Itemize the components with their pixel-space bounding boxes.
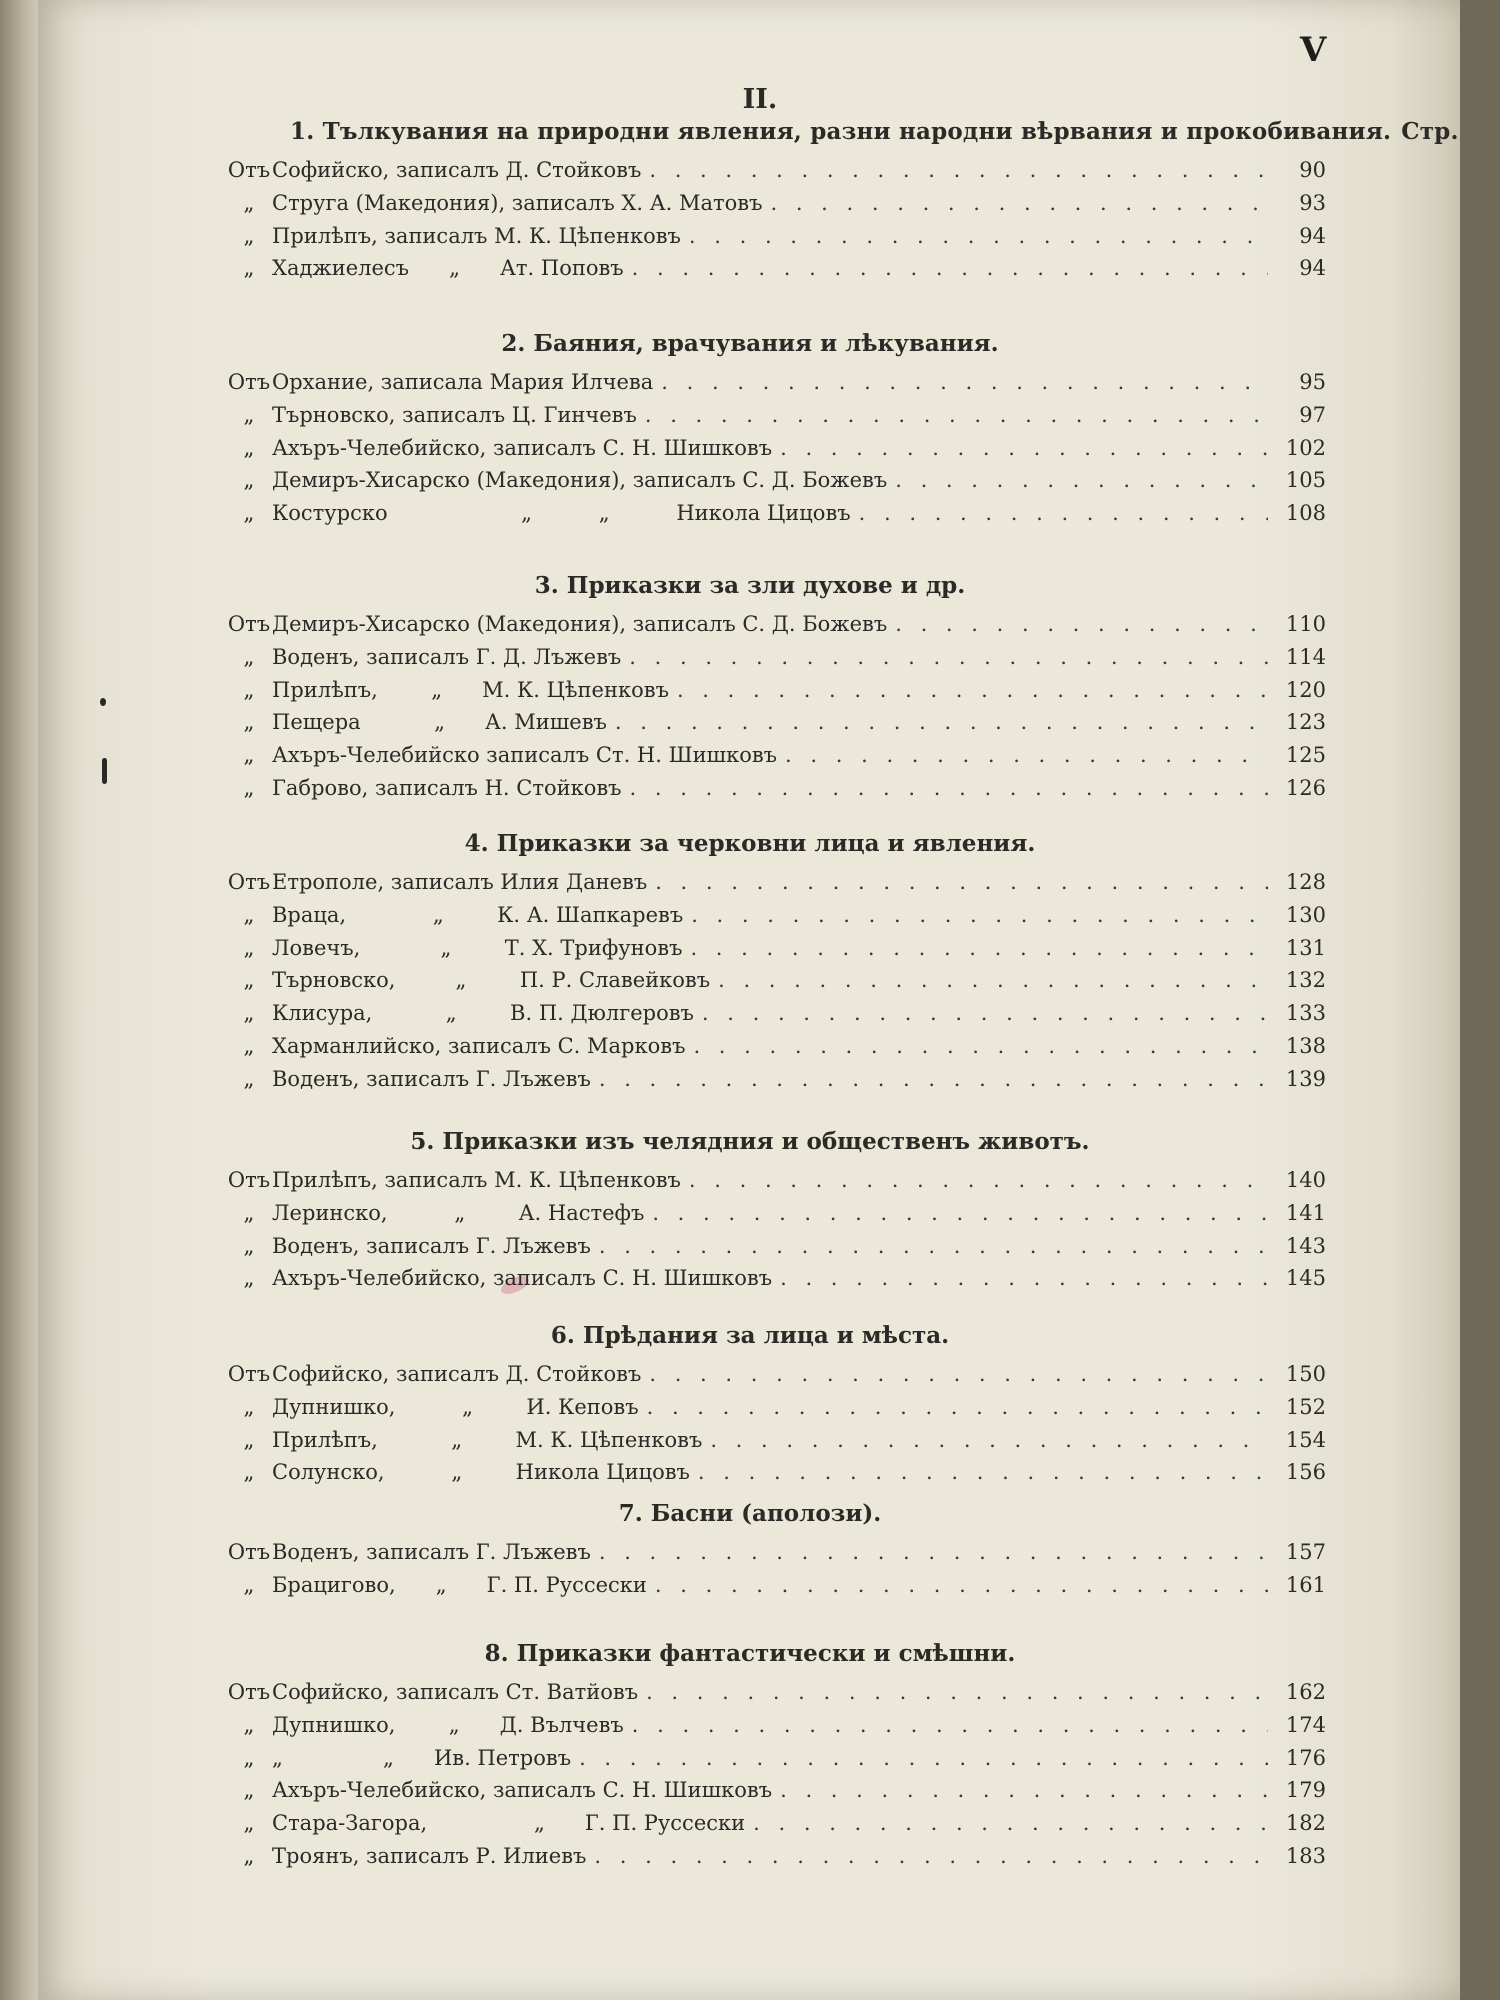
entry-page-number: 182 xyxy=(1285,1811,1326,1836)
entry-page-number: 152 xyxy=(1285,1394,1326,1419)
entry-prefix: „ xyxy=(243,468,255,493)
entry-text: Прилѣпъ, записалъ М. К. Цѣпенковъ xyxy=(272,1168,681,1192)
section-title: 3. Приказки за зли духове и др. xyxy=(534,572,966,599)
toc-entry xyxy=(226,903,1326,935)
toc-entry xyxy=(226,501,1326,533)
entry-prefix: „ xyxy=(243,1427,255,1452)
entry-text: Стара-Загора, „ Г. П. Руссески xyxy=(272,1811,746,1836)
entry-page-number: 102 xyxy=(1285,435,1326,460)
toc-entry xyxy=(226,1713,1326,1745)
dot-leader xyxy=(632,256,1268,280)
toc-entry xyxy=(226,1428,1326,1460)
entry-page-number: 114 xyxy=(1285,644,1326,669)
entry-prefix: „ xyxy=(243,1844,255,1868)
section-title: 8. Приказки фантастически и смѣшни. xyxy=(484,1640,1016,1667)
toc-entry xyxy=(226,1362,1326,1394)
dot-leader xyxy=(599,1540,1268,1564)
entry-page-number: 161 xyxy=(1285,1572,1326,1597)
dot-leader xyxy=(689,1168,1268,1192)
entry-prefix: „ xyxy=(243,1066,255,1091)
entry-prefix: „ xyxy=(243,644,255,669)
page-folio: V xyxy=(1300,30,1327,70)
entry-prefix: „ xyxy=(243,256,255,281)
toc-entry xyxy=(226,1201,1326,1233)
entry-page-number: 139 xyxy=(1285,1066,1326,1091)
dot-leader xyxy=(780,1266,1268,1290)
toc-entry xyxy=(226,743,1326,775)
entry-page-number: 150 xyxy=(1285,1362,1326,1386)
entry-text: Прилѣпъ, „ М. К. Цѣпенковъ xyxy=(272,1427,703,1452)
entry-page-number: 94 xyxy=(1299,256,1326,281)
entry-prefix: „ xyxy=(243,902,255,927)
entry-prefix: „ xyxy=(243,1712,255,1737)
entry-text: Габрово, записалъ Н. Стойковъ xyxy=(272,776,622,800)
entry-text: Пещера „ А. Мишевъ xyxy=(272,710,607,735)
entry-prefix: Отъ xyxy=(227,1362,271,1386)
entry-page-number: 179 xyxy=(1285,1778,1326,1803)
entry-prefix: Отъ xyxy=(227,370,271,394)
entry-text: Клисура, „ В. П. Дюлгеровъ xyxy=(272,1001,694,1026)
entry-text: Търновско, „ П. Р. Славейковъ xyxy=(272,968,711,993)
toc-entry xyxy=(226,645,1326,677)
dot-leader xyxy=(646,1680,1268,1704)
entry-prefix: „ xyxy=(243,223,255,248)
entry-prefix: „ xyxy=(243,1034,255,1058)
dot-leader xyxy=(693,1034,1268,1058)
entry-page-number: 90 xyxy=(1299,158,1326,182)
toc-entry xyxy=(226,191,1326,223)
toc-entry xyxy=(226,1811,1326,1843)
entry-prefix: „ xyxy=(243,935,255,960)
dot-leader xyxy=(594,1844,1268,1868)
entry-prefix: „ xyxy=(243,1572,255,1597)
entry-prefix: „ xyxy=(243,1266,255,1291)
entry-page-number: 141 xyxy=(1285,1200,1326,1225)
entry-page-number: 97 xyxy=(1299,402,1326,427)
dot-leader xyxy=(655,870,1268,894)
entry-page-number: 138 xyxy=(1285,1034,1326,1058)
dot-leader xyxy=(579,1746,1268,1770)
entry-text: Ахъръ-Челебийско, записалъ С. Н. Шишковъ xyxy=(272,1266,773,1291)
dot-leader xyxy=(753,1811,1268,1835)
entry-text: Софийско, записалъ Ст. Ватйовъ xyxy=(272,1680,639,1704)
entry-text: Брацигово, „ Г. П. Руссески xyxy=(272,1572,647,1597)
dot-leader xyxy=(629,645,1268,669)
entry-text: Дупнишко, „ И. Кеповъ xyxy=(272,1394,639,1419)
toc-entry xyxy=(226,1778,1326,1810)
entry-text: Троянъ, записалъ Р. Илиевъ xyxy=(272,1844,587,1868)
toc-entry xyxy=(226,1680,1326,1712)
toc-entry xyxy=(226,1395,1326,1427)
entry-prefix: „ xyxy=(243,435,255,460)
entry-page-number: 156 xyxy=(1285,1460,1326,1485)
section-title: 4. Приказки за черковни лица и явления. xyxy=(464,830,1036,857)
dot-leader xyxy=(689,224,1268,248)
toc-entry xyxy=(226,403,1326,435)
entry-page-number: 120 xyxy=(1285,677,1326,702)
section-title: 6. Прѣдания за лица и мѣста. xyxy=(550,1322,950,1349)
entry-text: Прилѣпъ, записалъ М. К. Цѣпенковъ xyxy=(272,223,681,248)
entry-page-number: 131 xyxy=(1285,935,1326,960)
toc-entry xyxy=(226,1540,1326,1572)
book-gutter xyxy=(0,0,38,2000)
toc-entry xyxy=(226,1266,1326,1298)
entry-text: Дупнишко, „ Д. Вълчевъ xyxy=(272,1712,624,1737)
toc-entry xyxy=(226,1573,1326,1605)
entry-page-number: 123 xyxy=(1285,710,1326,735)
entry-page-number: 174 xyxy=(1285,1712,1326,1737)
dot-leader xyxy=(698,1460,1268,1484)
ink-spot xyxy=(102,758,107,784)
entry-page-number: 126 xyxy=(1285,776,1326,800)
entry-prefix: „ xyxy=(243,776,255,800)
section-title: 7. Басни (аполози). xyxy=(618,1500,882,1527)
dot-leader xyxy=(702,1001,1268,1025)
dot-leader xyxy=(661,370,1268,394)
entry-text: Харманлийско, записалъ С. Марковъ xyxy=(272,1034,686,1058)
entry-prefix: „ xyxy=(243,402,255,427)
toc-entry xyxy=(226,936,1326,968)
entry-text: Воденъ, записалъ Г. Лъжевъ xyxy=(272,1233,591,1258)
entry-text: Леринско, „ А. Настефъ xyxy=(272,1200,645,1225)
toc-entry xyxy=(226,1067,1326,1099)
entry-page-number: 94 xyxy=(1299,223,1326,248)
toc-entry xyxy=(226,1234,1326,1266)
entry-text: Търновско, записалъ Ц. Гинчевъ xyxy=(272,402,637,427)
entry-text: Воденъ, записалъ Г. Д. Лъжевъ xyxy=(272,644,622,669)
dot-leader xyxy=(647,1395,1268,1419)
entry-page-number: 125 xyxy=(1285,743,1326,768)
entry-page-number: 133 xyxy=(1285,1001,1326,1026)
dot-leader xyxy=(615,710,1268,734)
entry-text: Воденъ, записалъ Г. Лъжевъ xyxy=(272,1540,591,1564)
entry-text: Софийско, записалъ Д. Стойковъ xyxy=(272,1362,642,1386)
dot-leader xyxy=(770,191,1268,215)
entry-text: Прилѣпъ, „ М. К. Цѣпенковъ xyxy=(272,677,669,702)
entry-prefix: „ xyxy=(243,1460,255,1485)
toc-entry xyxy=(226,710,1326,742)
entry-prefix: „ xyxy=(243,710,255,735)
dot-leader xyxy=(652,1201,1268,1225)
entry-text: Солунско, „ Никола Цицовъ xyxy=(272,1460,690,1485)
entry-prefix: Отъ xyxy=(227,1680,271,1704)
entry-prefix: „ xyxy=(243,743,255,768)
entry-page-number: 128 xyxy=(1285,870,1326,894)
entry-page-number: 108 xyxy=(1285,501,1326,526)
entry-page-number: 157 xyxy=(1285,1540,1326,1564)
entry-page-number: 105 xyxy=(1285,468,1326,493)
entry-page-number: 132 xyxy=(1285,968,1326,993)
toc-entry xyxy=(226,370,1326,402)
entry-page-number: 162 xyxy=(1285,1680,1326,1704)
dot-leader xyxy=(649,158,1268,182)
toc-entry xyxy=(226,1168,1326,1200)
toc-entry xyxy=(226,968,1326,1000)
toc-entry xyxy=(226,1746,1326,1778)
entry-text: Етрополе, записалъ Илия Даневъ xyxy=(272,870,648,894)
dot-leader xyxy=(710,1428,1268,1452)
entry-text: Ловечъ, „ Т. Х. Трифуновъ xyxy=(272,935,683,960)
dot-leader xyxy=(859,501,1268,525)
entry-page-number: 154 xyxy=(1285,1427,1326,1452)
toc-entry xyxy=(226,468,1326,500)
entry-prefix: „ xyxy=(243,1233,255,1258)
entry-prefix: Отъ xyxy=(227,612,271,636)
entry-text: Хаджиелесъ „ Ат. Поповъ xyxy=(272,256,624,281)
toc-entry xyxy=(226,158,1326,190)
entry-prefix: „ xyxy=(243,1811,255,1836)
entry-prefix: „ xyxy=(243,677,255,702)
dot-leader xyxy=(895,468,1268,492)
entry-text: Враца, „ К. А. Шапкаревъ xyxy=(272,902,684,927)
entry-page-number: 140 xyxy=(1285,1168,1326,1192)
entry-prefix: „ xyxy=(243,1394,255,1419)
entry-prefix: „ xyxy=(243,1745,255,1770)
entry-text: Демиръ-Хисарско (Македония), записалъ С. Д. Божевъ xyxy=(272,612,888,636)
entry-prefix: „ xyxy=(243,968,255,993)
dot-leader xyxy=(630,776,1268,800)
dot-leader xyxy=(780,436,1268,460)
toc-entry xyxy=(226,224,1326,256)
section-title: 5. Приказки изъ челядния и общественъ животъ. xyxy=(410,1128,1090,1155)
entry-text: Софийско, записалъ Д. Стойковъ xyxy=(272,158,642,182)
dot-leader xyxy=(599,1234,1268,1258)
part-title: II. xyxy=(742,84,778,115)
dot-leader xyxy=(691,903,1268,927)
dot-leader xyxy=(895,612,1268,636)
entry-prefix: Отъ xyxy=(227,1540,271,1564)
entry-text: Ахъръ-Челебийско, записалъ С. Н. Шишковъ xyxy=(272,435,773,460)
entry-prefix: „ xyxy=(243,190,255,215)
dot-leader xyxy=(649,1362,1268,1386)
ink-spot xyxy=(100,698,106,706)
entry-text: Ахъръ-Челебийско, записалъ С. Н. Шишковъ xyxy=(272,1778,773,1803)
toc-entry xyxy=(226,436,1326,468)
entry-page-number: 110 xyxy=(1285,612,1326,636)
dot-leader xyxy=(690,936,1268,960)
dot-leader xyxy=(655,1573,1268,1597)
entry-text: Воденъ, записалъ Г. Лъжевъ xyxy=(272,1066,591,1091)
toc-entry xyxy=(226,678,1326,710)
section-title: 2. Баяния, врачувания и лѣкувания. xyxy=(501,330,999,357)
entry-page-number: 183 xyxy=(1285,1844,1326,1868)
toc-entry xyxy=(226,612,1326,644)
entry-text: Костурско „ „ Никола Цицовъ xyxy=(272,501,851,526)
entry-prefix: „ xyxy=(243,1200,255,1225)
entry-text: „ „ Ив. Петровъ xyxy=(272,1745,572,1770)
entry-text: Орхание, записала Мария Илчева xyxy=(272,370,654,394)
page-column-header: Стр. xyxy=(1401,118,1459,145)
toc-entry xyxy=(226,1844,1326,1876)
entry-prefix: „ xyxy=(243,1001,255,1026)
entry-prefix: Отъ xyxy=(227,1168,271,1192)
entry-text: Ахъръ-Челебийско записалъ Ст. Н. Шишковъ xyxy=(272,743,778,768)
entry-page-number: 176 xyxy=(1285,1745,1326,1770)
toc-entry xyxy=(226,1001,1326,1033)
entry-page-number: 95 xyxy=(1299,370,1326,394)
dot-leader xyxy=(677,678,1268,702)
toc-entry xyxy=(226,256,1326,288)
toc-entry xyxy=(226,870,1326,902)
toc-entry xyxy=(226,776,1326,808)
dot-leader xyxy=(599,1067,1268,1091)
entry-prefix: „ xyxy=(243,1778,255,1803)
entry-prefix: Отъ xyxy=(227,870,271,894)
entry-prefix: Отъ xyxy=(227,158,271,182)
section-title: 1. Тълкувания на природни явления, разни народни вѣрвания и прокобивания. xyxy=(290,118,1392,145)
dot-leader xyxy=(632,1713,1268,1737)
entry-text: Струга (Македония), записалъ Х. А. Матовъ xyxy=(272,190,763,215)
entry-text: Демиръ-Хисарско (Македония), записалъ С. Д. Божевъ xyxy=(272,468,888,493)
dot-leader xyxy=(780,1778,1268,1802)
toc-entry xyxy=(226,1460,1326,1492)
entry-prefix: „ xyxy=(243,501,255,526)
entry-page-number: 130 xyxy=(1285,902,1326,927)
entry-page-number: 93 xyxy=(1299,190,1326,215)
dot-leader xyxy=(645,403,1268,427)
dot-leader xyxy=(718,968,1268,992)
dot-leader xyxy=(785,743,1268,767)
entry-page-number: 145 xyxy=(1285,1266,1326,1291)
toc-entry xyxy=(226,1034,1326,1066)
entry-page-number: 143 xyxy=(1285,1233,1326,1258)
